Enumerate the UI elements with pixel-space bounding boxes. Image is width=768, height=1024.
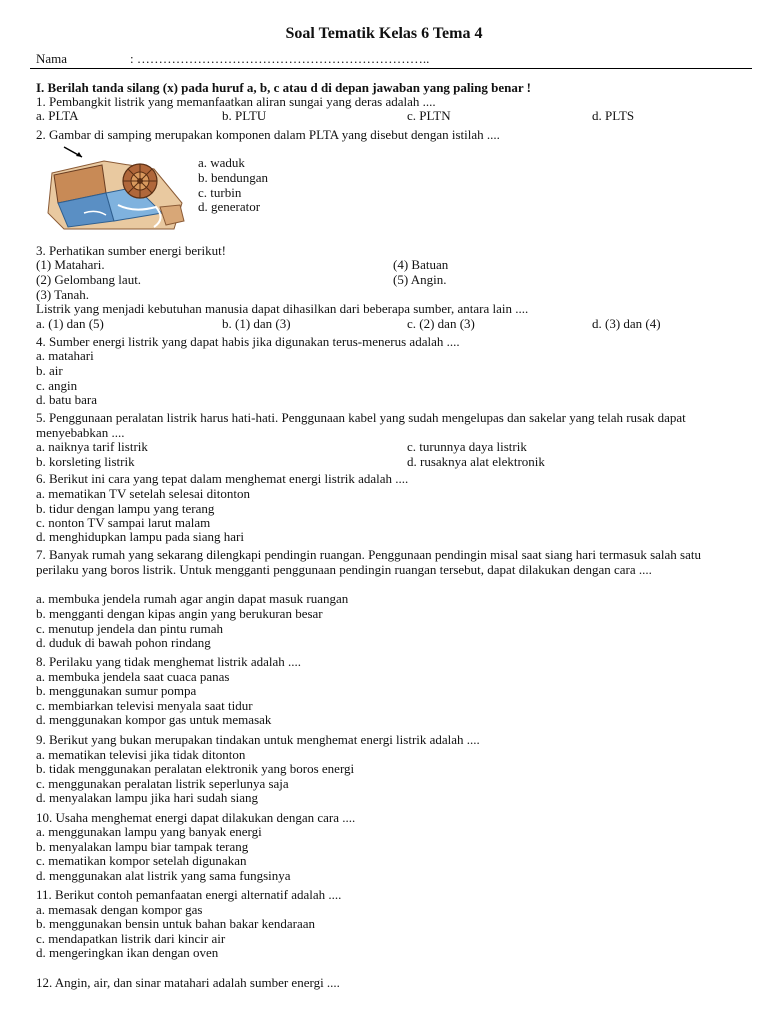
q5-option-d: d. rusaknya alat elektronik [407,454,545,469]
q10-option-b: b. menyalakan lampu biar tampak terang [36,839,249,854]
q1-option-d: d. PLTS [592,108,635,123]
question-3: 3. Perhatikan sumber energi berikut! [36,243,227,258]
q9-option-c: c. menggunakan peralatan listrik seperlunya saja [36,776,289,791]
q2-option-b: b. bendungan [198,170,269,185]
q6-option-d: d. menghidupkan lampu pada siang hari [36,529,244,544]
question-6: 6. Berikut ini cara yang tepat dalam menghemat energi listrik adalah .... [36,471,409,486]
water-turbine-illustration [44,143,186,233]
question-5: 5. Penggunaan peralatan listrik harus hati-hati. Penggunaan kabel yang sudah mengelupas dan sakelar yang telah rusak dapat menyebabkan .... [36,410,686,440]
q9-option-b: b. tidak menggunakan peralatan elektronik yang boros energi [36,761,355,776]
q6-option-a: a. mematikan TV setelah selesai ditonton [36,486,250,501]
q4-option-d: d. batu bara [36,392,98,407]
q3-source-4: (4) Batuan [393,257,449,272]
q7-option-a: a. membuka jendela rumah agar angin dapat masuk ruangan [36,591,349,606]
q3-option-b: b. (1) dan (3) [222,316,291,331]
q3-source-5: (5) Angin. [393,272,447,287]
q8-option-b: b. menggunakan sumur pompa [36,683,197,698]
q7-option-d: d. duduk di bawah pohon rindang [36,635,211,650]
q5-option-b: b. korsleting listrik [36,454,135,469]
q1-option-c: c. PLTN [407,108,451,123]
q11-option-b: b. menggunakan bensin untuk bahan bakar kendaraan [36,916,316,931]
question-8: 8. Perilaku yang tidak menghemat listrik adalah .... [36,654,301,669]
q2-option-d: d. generator [198,199,261,214]
header-divider [30,68,752,69]
question-10: 10. Usaha menghemat energi dapat dilakukan dengan cara .... [36,810,356,825]
q6-option-b: b. tidur dengan lampu yang terang [36,501,215,516]
q10-option-a: a. menggunakan lampu yang banyak energi [36,824,262,839]
q3-option-c: c. (2) dan (3) [407,316,475,331]
q5-option-c: c. turunnya daya listrik [407,439,527,454]
question-12: 12. Angin, air, dan sinar matahari adalah sumber energi .... [36,975,340,990]
q4-option-c: c. angin [36,378,78,393]
question-11: 11. Berikut contoh pemanfaatan energi alternatif adalah .... [36,887,342,902]
q9-option-a: a. mematikan televisi jika tidak ditonton [36,747,246,762]
q10-option-d: d. menggunakan alat listrik yang sama fungsinya [36,868,291,883]
q3-option-d: d. (3) dan (4) [592,316,661,331]
q3-option-a: a. (1) dan (5) [36,316,104,331]
q5-option-a: a. naiknya tarif listrik [36,439,148,454]
q7-option-c: c. menutup jendela dan pintu rumah [36,621,224,636]
q1-option-a: a. PLTA [36,108,79,123]
q9-option-d: d. menyalakan lampu jika hari sudah siang [36,790,259,805]
q11-option-a: a. memasak dengan kompor gas [36,902,203,917]
question-9: 9. Berikut yang bukan merupakan tindakan untuk menghemat energi listrik adalah .... [36,732,480,747]
q11-option-d: d. mengeringkan ikan dengan oven [36,945,219,960]
q4-option-a: a. matahari [36,348,94,363]
q8-option-c: c. membiarkan televisi menyala saat tidur [36,698,253,713]
q6-option-c: c. nonton TV sampai larut malam [36,515,211,530]
q3-source-1: (1) Matahari. [36,257,105,272]
name-field: : ………………………………………………………….. [130,51,430,66]
q4-option-b: b. air [36,363,63,378]
q3-source-3: (3) Tanah. [36,287,89,302]
q2-option-c: c. turbin [198,185,242,200]
name-label: Nama [36,51,68,66]
q3-stem: Listrik yang menjadi kebutuhan manusia dapat dihasilkan dari beberapa sumber, antara lain .... [36,301,529,316]
question-1: 1. Pembangkit listrik yang memanfaatkan aliran sungai yang deras adalah .... [36,94,436,109]
q3-source-2: (2) Gelombang laut. [36,272,142,287]
question-2: 2. Gambar di samping merupakan komponen dalam PLTA yang disebut dengan istilah .... [36,127,500,142]
page-title: Soal Tematik Kelas 6 Tema 4 [285,25,483,42]
q8-option-d: d. menggunakan kompor gas untuk memasak [36,712,272,727]
q7-option-b: b. mengganti dengan kipas angin yang berukuran besar [36,606,323,621]
q10-option-c: c. mematikan kompor setelah digunakan [36,853,247,868]
q8-option-a: a. membuka jendela saat cuaca panas [36,669,230,684]
q1-option-b: b. PLTU [222,108,267,123]
section-instruction: I. Berilah tanda silang (x) pada huruf a, b, c atau d di depan jawaban yang paling benar ! [36,80,531,95]
question-7: 7. Banyak rumah yang sekarang dilengkapi pendingin ruangan. Penggunaan pendingin misal saat siang hari termasuk salah satu perilaku yang boros listrik. Untuk mengganti penggunaan pendingin ruangan tersebut, dapat dilakukan dengan cara .... [36,547,701,577]
q2-option-a: a. waduk [198,155,245,170]
q11-option-c: c. mendapatkan listrik dari kincir air [36,931,226,946]
question-4: 4. Sumber energi listrik yang dapat habis jika digunakan terus-menerus adalah .... [36,334,460,349]
